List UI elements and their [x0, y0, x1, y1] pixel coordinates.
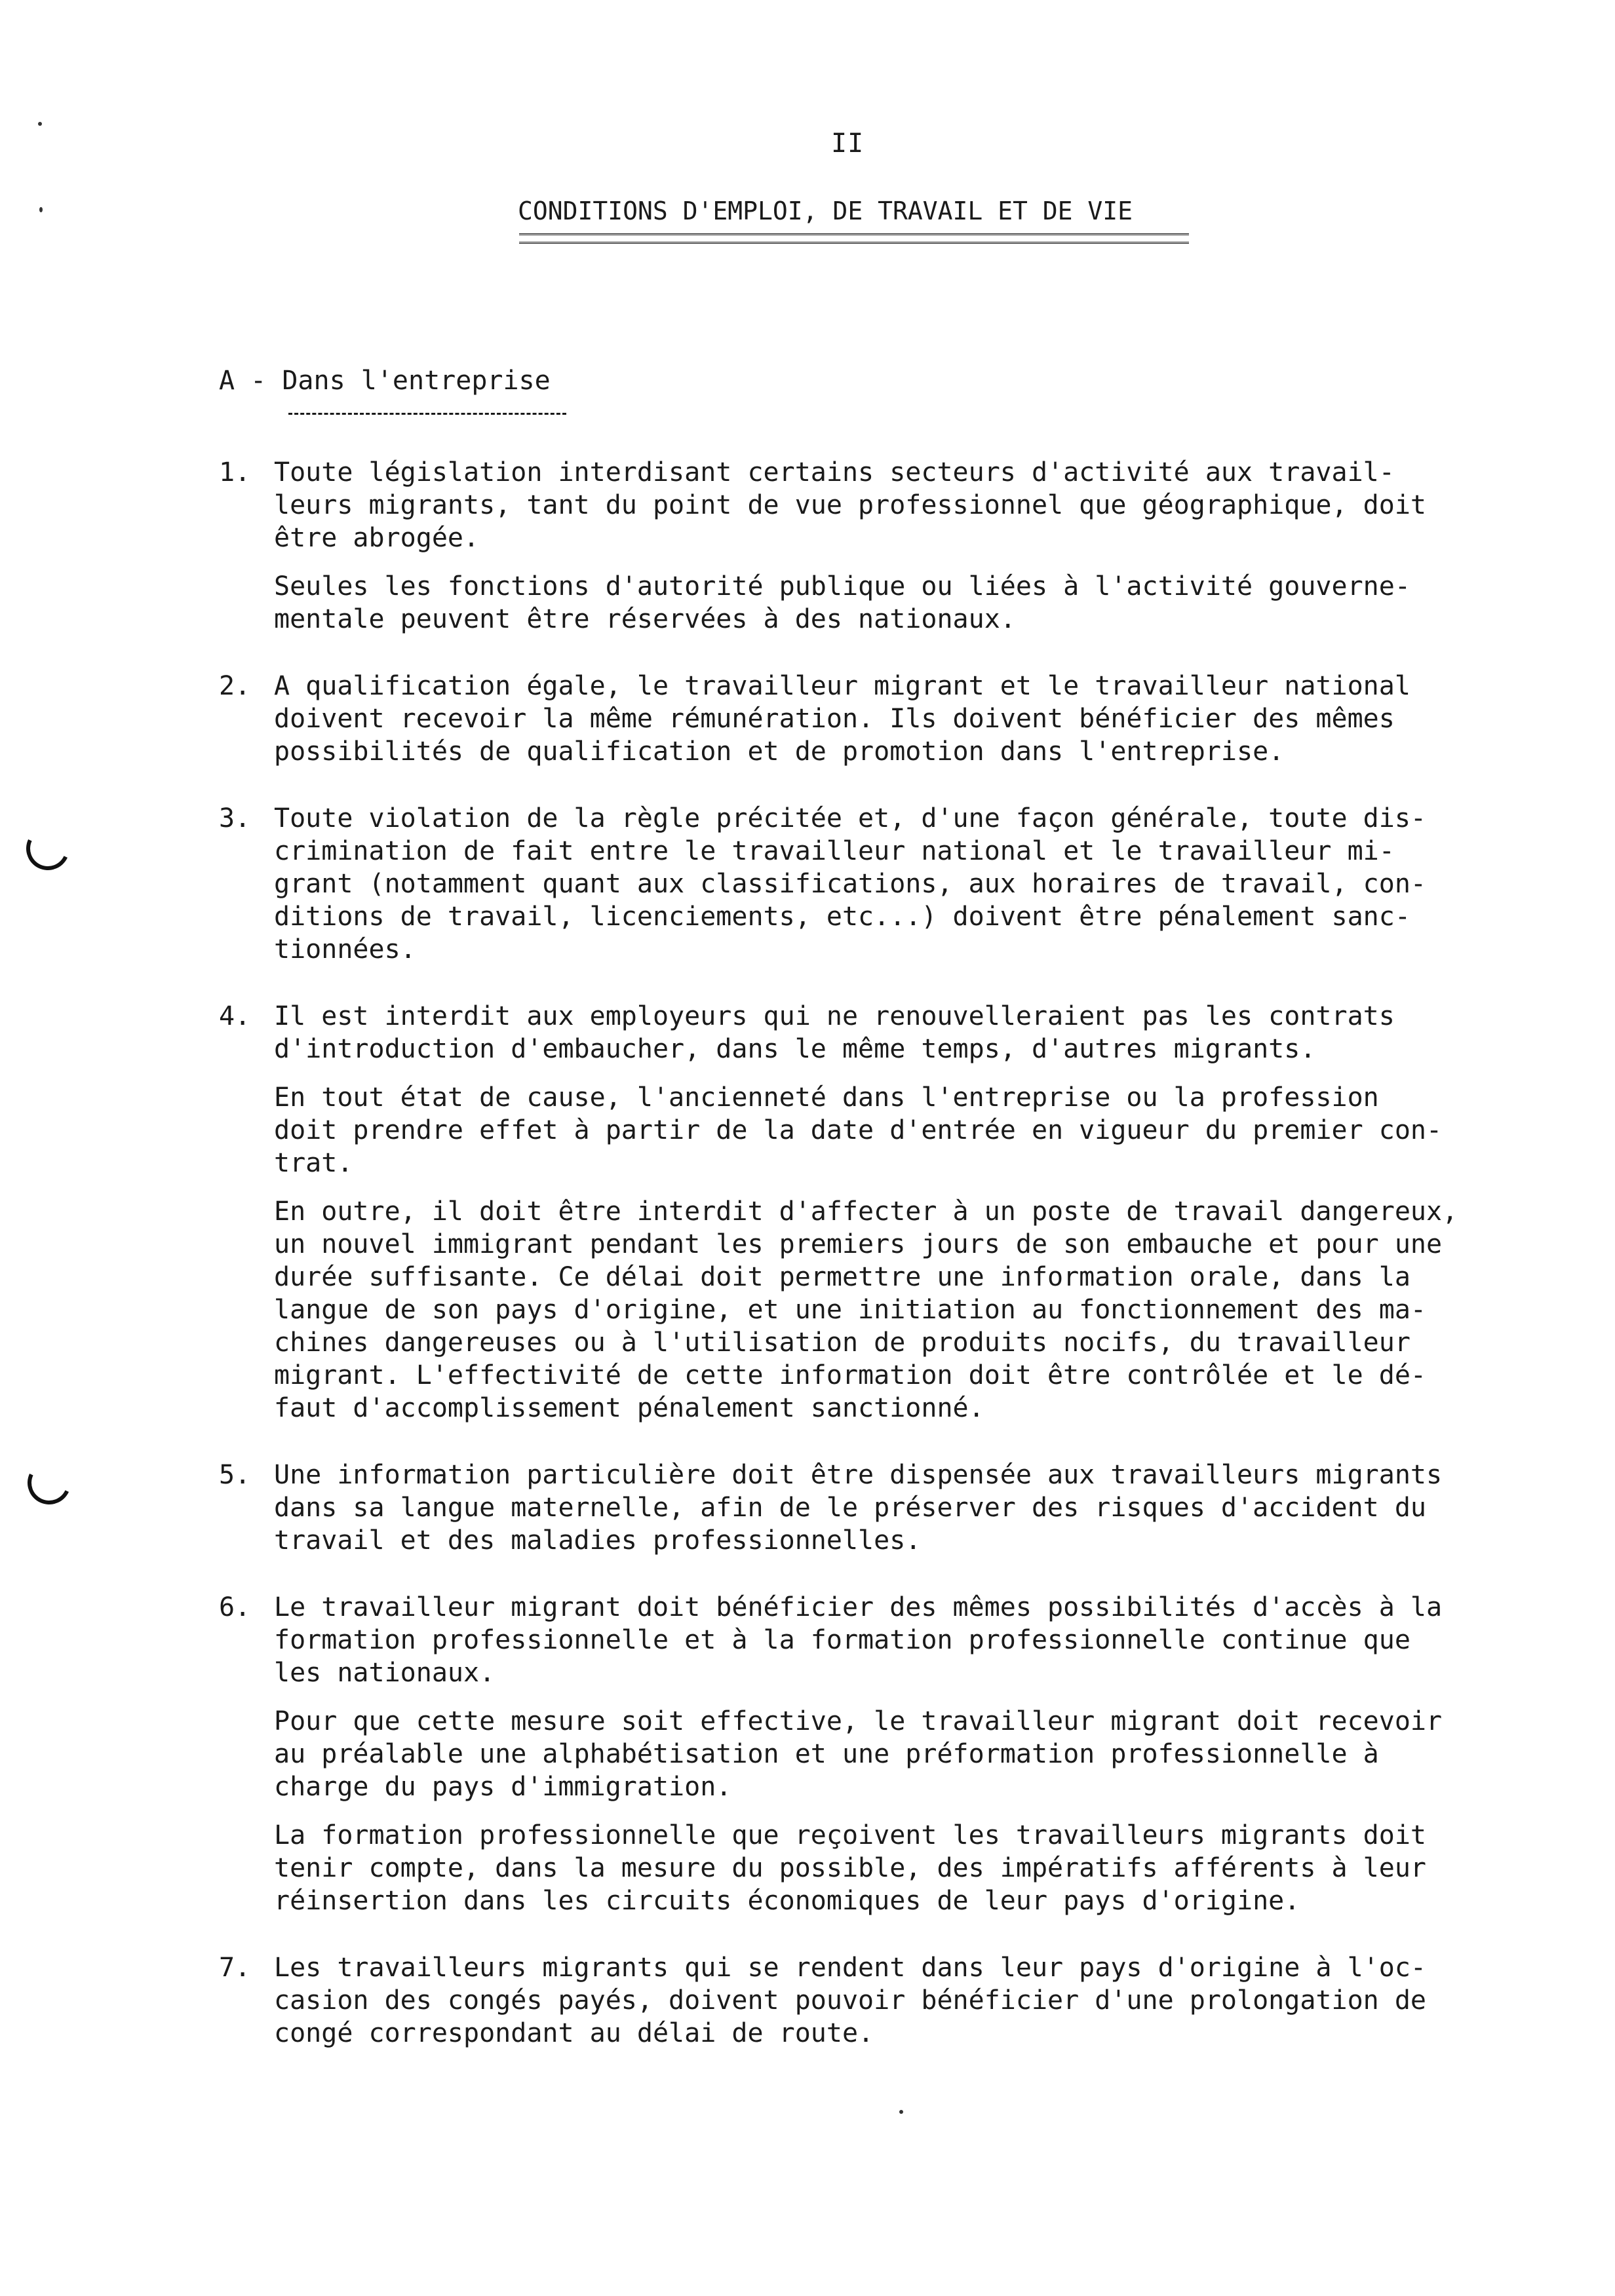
list-item [219, 1951, 1484, 2050]
section-underline [288, 413, 566, 415]
punch-hole-mark [20, 821, 76, 877]
page-number: II [831, 128, 865, 159]
paragraph: A qualification égale, le travailleur migrant et le travailleur national doivent recevoir la même rémunération. Ils doivent bénéficier des mêmes possibilités de qualification et de promotion dans l'entreprise. [274, 671, 1411, 767]
item-number: 7. [219, 1953, 251, 1983]
title-underline [519, 233, 1189, 244]
item-number: 4. [219, 1001, 251, 1031]
punch-hole-mark [22, 1455, 77, 1511]
list-item [219, 1459, 1484, 1557]
item-number: 5. [219, 1460, 251, 1490]
scan-speck [38, 122, 42, 126]
paragraph: Toute violation de la règle précitée et, d'une façon générale, toute dis- crimination de fait entre le travailleur national et le travailleur mi- grant (notamment quant aux classifications, aux horaires de travail, con- ditions de travail, licenciements, etc...) doivent être pénalement sanc- tionnées. [274, 803, 1426, 965]
list-item [219, 1591, 1484, 1917]
paragraph: Les travailleurs migrants qui se rendent dans leur pays d'origine à l'oc- casion des congés payés, doivent pouvoir bénéficier d'une prolongation de congé correspondant au délai de route. [274, 1953, 1426, 2048]
paragraph: Pour que cette mesure soit effective, le travailleur migrant doit recevoir au préalable une alphabétisation et une préformation professionnelle à charge du pays d'immigration. [274, 1706, 1443, 1802]
scan-speck [899, 2110, 903, 2114]
paragraph: Seules les fonctions d'autorité publique ou liées à l'activité gouverne- mentale peuvent être réservées à des nationaux. [274, 571, 1411, 634]
item-body [274, 802, 1484, 966]
paragraph: En tout état de cause, l'ancienneté dans l'entreprise ou la profession doit prendre effet à partir de la date d'entrée en vigueur du premier con- trat. [274, 1082, 1443, 1178]
item-body [274, 1951, 1484, 2050]
document-title: CONDITIONS D'EMPLOI, DE TRAVAIL ET DE VIE [518, 197, 1133, 225]
list-item [219, 802, 1484, 966]
item-number: 3. [219, 803, 251, 833]
item-number: 2. [219, 671, 251, 701]
numbered-list [219, 456, 1484, 2050]
paragraph: Toute législation interdisant certains secteurs d'activité aux travail- leurs migrants, tant du point de vue professionnel que géographique, doit être abrogée. [274, 457, 1426, 553]
list-item [219, 1000, 1484, 1425]
item-number: 1. [219, 457, 251, 488]
item-body [274, 1459, 1484, 1557]
list-item [219, 456, 1484, 636]
paragraph: Une information particulière doit être dispensée aux travailleurs migrants dans sa langue maternelle, afin de le préserver des risques d'accident du travail et des maladies professionnelles. [274, 1460, 1443, 1556]
item-body [274, 670, 1484, 768]
item-body [274, 456, 1484, 636]
item-number: 6. [219, 1592, 251, 1622]
list-item [219, 670, 1484, 768]
item-body [274, 1000, 1484, 1425]
section-heading: A - Dans l'entreprise [219, 366, 551, 396]
item-body [274, 1591, 1484, 1917]
scan-speck [39, 207, 43, 212]
paragraph: Il est interdit aux employeurs qui ne renouvelleraient pas les contrats d'introduction d'embaucher, dans le même temps, d'autres migrants. [274, 1001, 1395, 1064]
paragraph: Le travailleur migrant doit bénéficier des mêmes possibilités d'accès à la formation professionnelle et à la formation professionnelle continue que les nationaux. [274, 1592, 1443, 1688]
paragraph: La formation professionnelle que reçoivent les travailleurs migrants doit tenir compte, dans la mesure du possible, des impératifs afférents à leur réinsertion dans les circuits économiques de leur pays d'origine. [274, 1820, 1426, 1916]
paragraph: En outre, il doit être interdit d'affecter à un poste de travail dangereux, un nouvel immigrant pendant les premiers jours de son embauche et pour une durée suffisante. Ce délai doit permettre une information orale, dans la langue de son pays d'origine, et une initiation au fonctionnement des ma- chines dangereuses ou à l'utilisation de produits nocifs, du travailleur migrant. L'effectivité de cette information doit être contrôlée et le dé- faut d'accomplissement pénalement sanctionné. [274, 1196, 1458, 1423]
